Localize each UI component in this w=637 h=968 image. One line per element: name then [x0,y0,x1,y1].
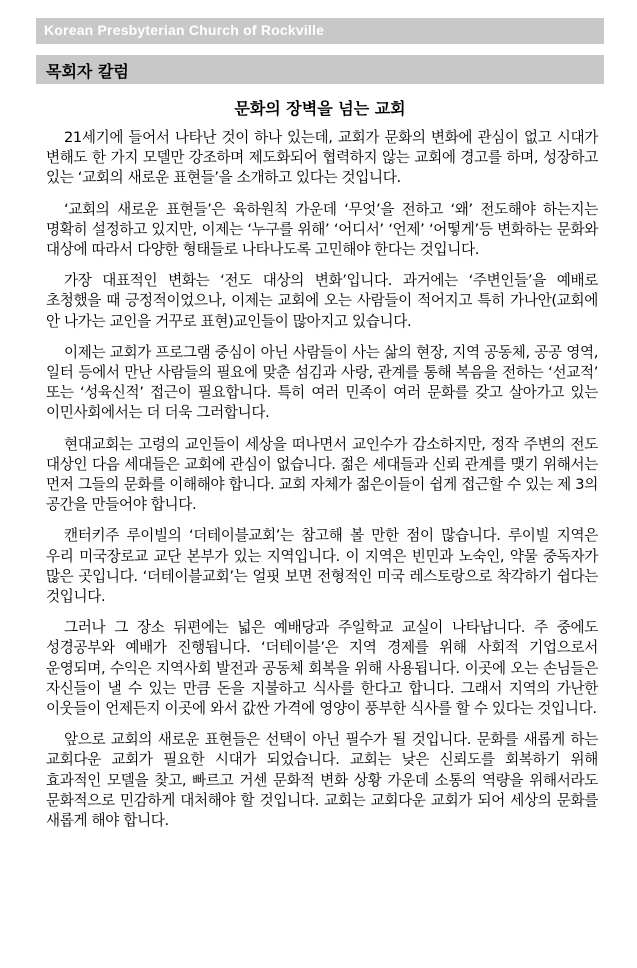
church-header-bar [36,18,604,44]
article-body [46,128,598,842]
paragraph-5: 현대교회는 고령의 교인들이 세상을 떠나면서 교인수가 감소하지만, 정작 주변의 전도 대상인 다음 세대들은 교회에 관심이 없습니다. 젊은 세대들과 신뢰 관계를 맺기 위해서는 먼저 그들의 문화를 이해해야 합니다. 교회 자체가 젊은이들이 쉽게 접근할 수 있는 제 3의 공간을 만들어야 합니다. [46,435,598,514]
paragraph-7: 그러나 그 장소 뒤편에는 넓은 예배당과 주일학교 교실이 나타납니다. 주 중에도 성경공부와 예배가 진행됩니다. ‘더테이블’은 지역 경제를 위해 사회적 기업으로서 운영되며, 수익은 지역사회 발전과 공동체 회복을 위해 사용됩니다. 이곳에 오는 손님들은 자신들이 낼 수 있는 만큼 돈을 지불하고 식사를 한다고 합니다. 그래서 지역의 가난한 이웃들이 언제든지 이곳에 와서 값싼 가격에 영양이 풍부한 식사를 할 수 있다는 것입니다. [46,619,598,718]
paragraph-4: 이제는 교회가 프로그램 중심이 아닌 사람들이 사는 삶의 현장, 지역 공동체, 공공 영역, 일터 등에서 만난 사람들의 필요에 맞춘 섬김과 사랑, 관계를 통해 복음을 전하는 ‘선교적’ 또는 ‘성육신적’ 접근이 필요합니다. 특히 여러 민족이 여러 문화를 갖고 살아가고 있는 이민사회에서는 더 더욱 그러합니다. [46,343,598,422]
section-title: 목회자 칼럼 [46,62,129,81]
article-title: 문화의 장벽을 넘는 교회 [234,99,406,118]
church-name: Korean Presbyterian Church of Rockville [44,22,325,38]
section-header-bar [36,55,604,84]
paragraph-1: 21세기에 들어서 나타난 것이 하나 있는데, 교회가 문화의 변화에 관심이 없고 시대가 변해도 한 가지 모델만 강조하며 제도화되어 협력하지 않는 교회에 경고를 하며, 성장하고 있는 ‘교회의 새로운 표현들’을 소개하고 있다는 것입니다. [46,129,598,187]
paragraph-8: 앞으로 교회의 새로운 표현들은 선택이 아닌 필수가 될 것입니다. 문화를 새롭게 하는 교회다운 교회가 필요한 시대가 되었습니다. 교회는 낮은 신뢰도를 회복하기 위해 효과적인 모델을 찾고, 빠르고 거센 문화적 변화 상황 가운데 소통의 역량을 위해서라도 문화적으로 민감하게 대처해야 할 것입니다. 교회는 교회다운 교회가 되어 세상의 문화를 새롭게 해야 합니다. [46,731,598,830]
paragraph-3: 가장 대표적인 변화는 ‘전도 대상의 변화’입니다. 과거에는 ‘주변인들’을 예배로 초청했을 때 긍정적이었으나, 이제는 교회에 오는 사람들이 적어지고 특히 가나안(교회에 안 나가는 교인을 거꾸로 표현)교인들이 많아지고 있습니다. [46,272,598,330]
paragraph-6: 캔터키주 루이빌의 ‘더테이블교회’는 참고해 볼 만한 점이 많습니다. 루이빌 지역은 우리 미국장로교 교단 본부가 있는 지역입니다. 이 지역은 빈민과 노숙인, 약물 중독자가 많은 곳입니다. ‘더테이블교회’는 얼핏 보면 전형적인 미국 레스토랑으로 착각하기 쉽다는 것입니다. [46,527,598,606]
paragraph-2: ‘교회의 새로운 표현들’은 육하원칙 가운데 ‘무엇’을 전하고 ‘왜’ 전도해야 하는지는 명확히 설정하고 있지만, 이제는 ‘누구를 위해’ ‘어디서’ ‘언제’ ‘어떻게’등 변화하는 문화와 대상에 따라서 다양한 형태들로 나타나도록 고민해야 한다는 것입니다. [46,200,598,259]
